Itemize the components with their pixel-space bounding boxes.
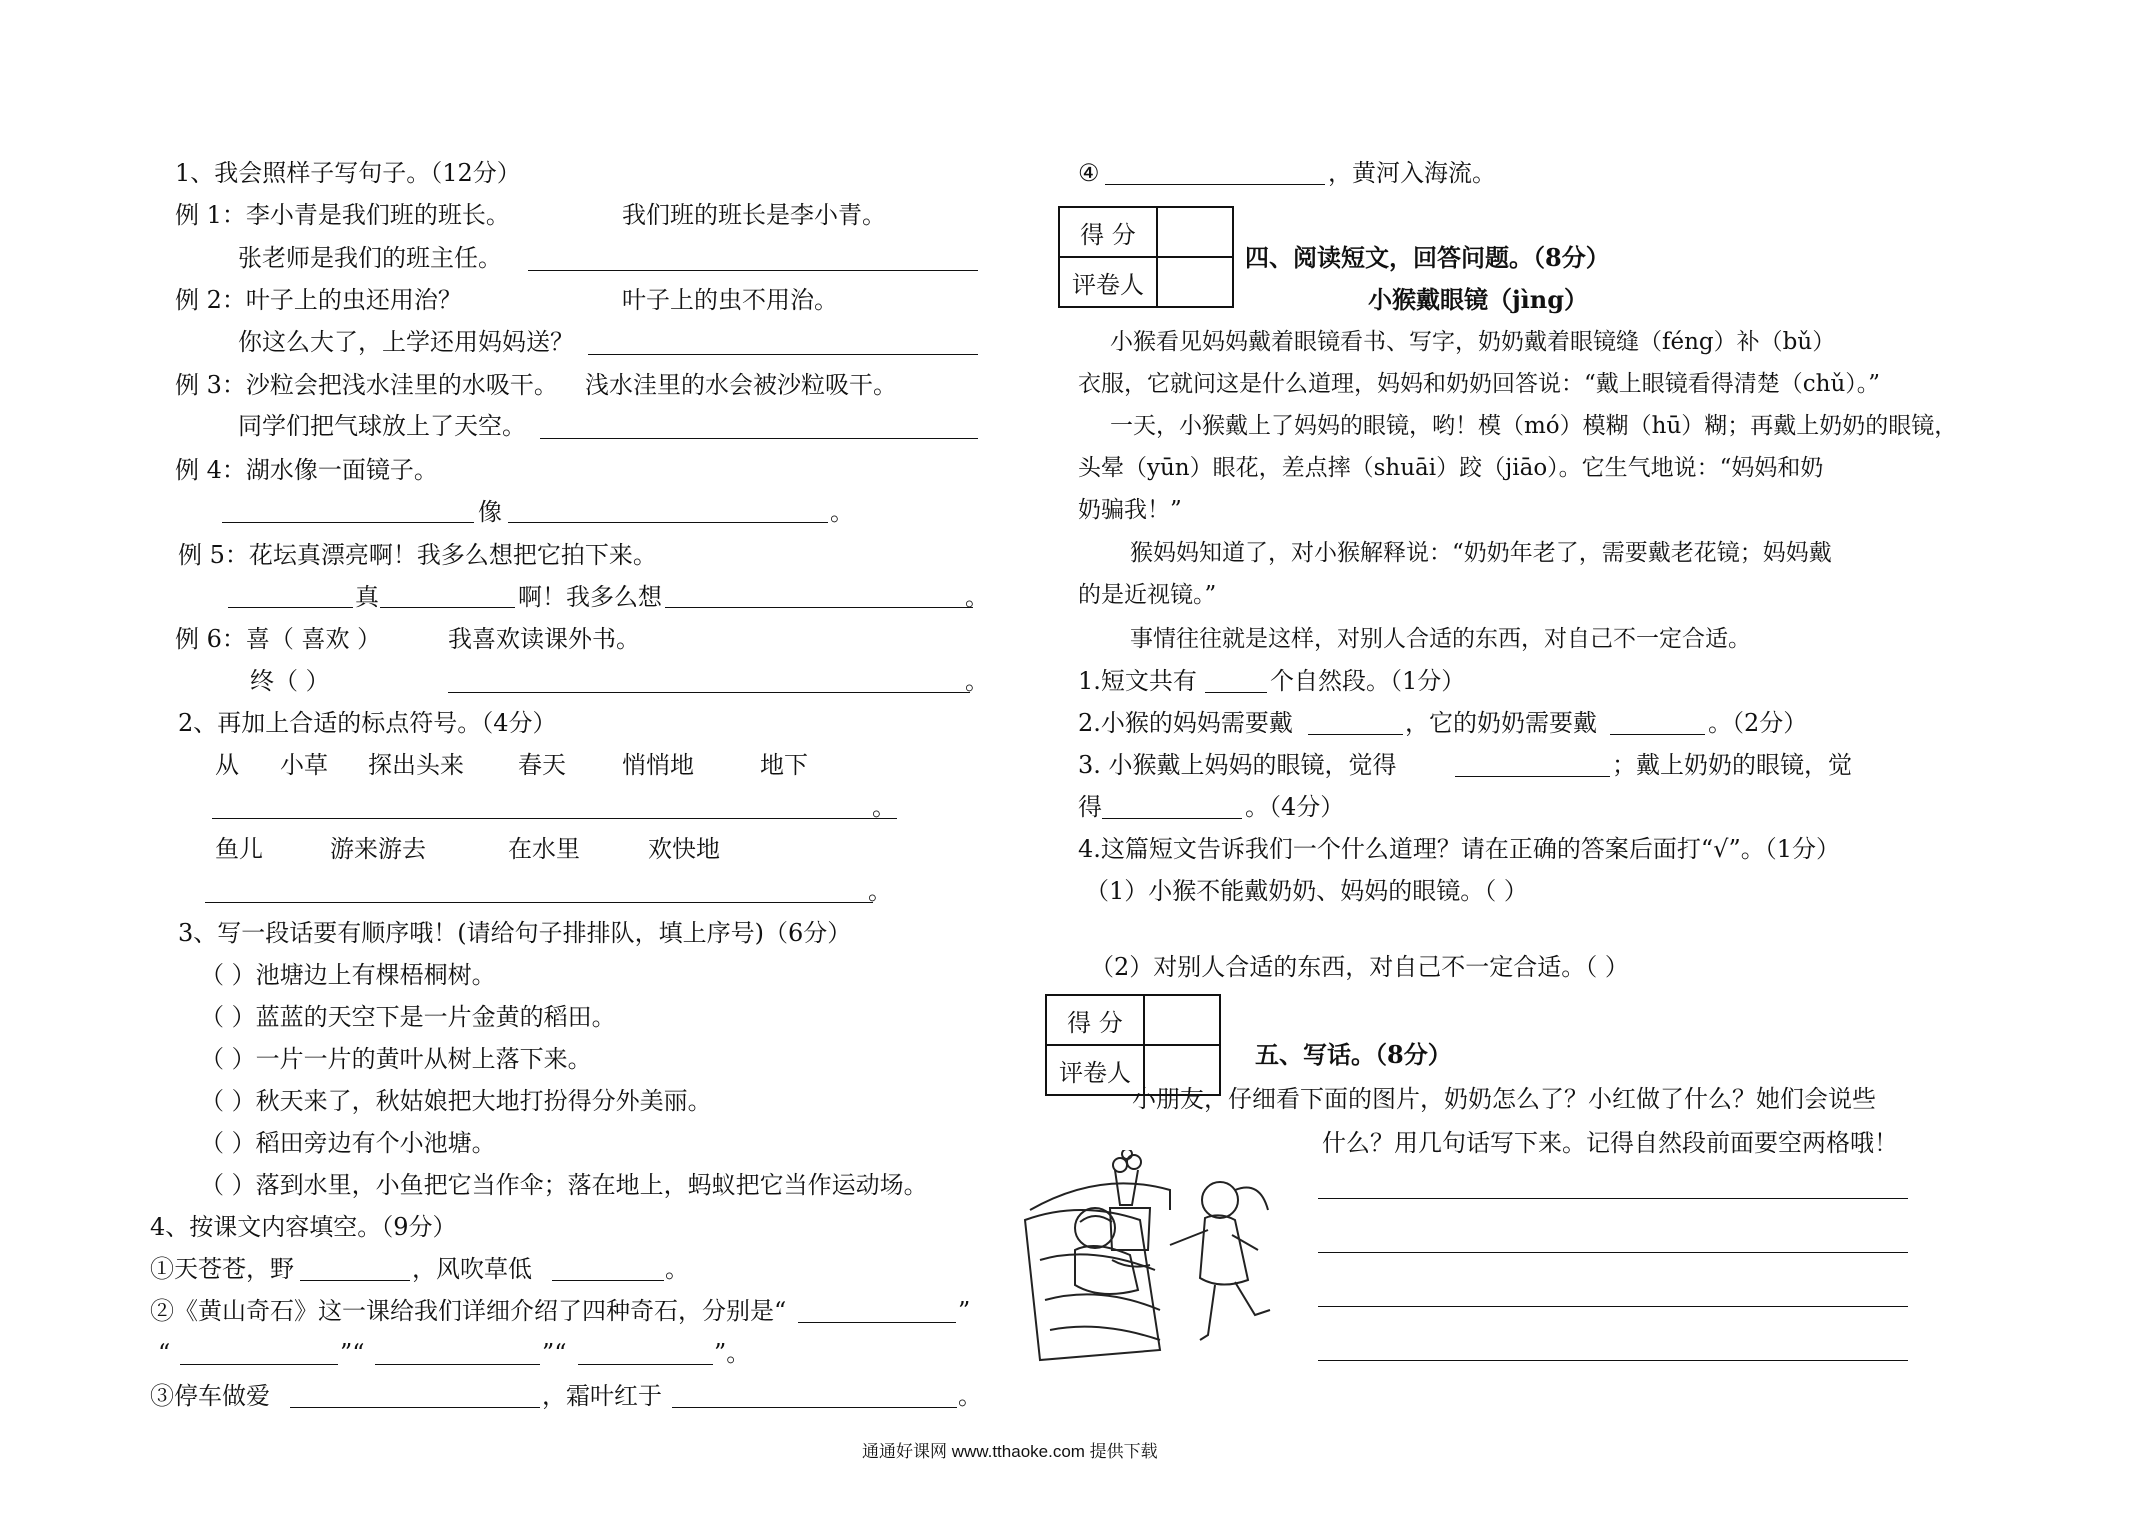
score-cell[interactable]: [1157, 207, 1233, 257]
answer-line[interactable]: [798, 1322, 956, 1323]
q1-example6-answer: 我喜欢读课外书。: [448, 625, 640, 653]
reading-q3-b: ；戴上奶奶的眼镜，觉: [1612, 751, 1852, 779]
q3-title: 3、写一段话要有顺序哦！(请给句子排排队，填上序号)（6分）: [178, 919, 852, 947]
q1-example4: 例 4：湖水像一面镜子。: [175, 456, 438, 484]
answer-line[interactable]: [508, 522, 828, 523]
q4-line4-c: 。: [958, 1382, 982, 1410]
reading-q3-c: 得: [1078, 793, 1102, 821]
story-line: 事情往往就是这样，对别人合适的东西，对自己不一定合适。: [1130, 626, 1751, 652]
q1-example3: 例 3：沙粒会把浅水洼里的水吸干。: [175, 371, 558, 399]
reading-q2-b: ，它的奶奶需要戴: [1405, 709, 1597, 737]
answer-line[interactable]: [552, 1280, 664, 1281]
reading-q1-a: 1.短文共有: [1078, 667, 1197, 695]
reading-q3-a: 3. 小猴戴上妈妈的眼镜，觉得: [1078, 751, 1397, 779]
q1-question1: 张老师是我们的班主任。: [238, 244, 502, 272]
q1-example1: 例 1：李小青是我们班的班长。: [175, 201, 510, 229]
writing-line[interactable]: [1318, 1252, 1908, 1253]
q2-word: 从: [215, 751, 239, 779]
story-line: 奶骗我！”: [1078, 497, 1182, 523]
story-line: 衣服，它就问这是什么道理，妈妈和奶奶回答说：“戴上眼镜看得清楚（chǔ）。”: [1078, 371, 1881, 397]
q2-word: 春天: [518, 751, 566, 779]
answer-line[interactable]: [380, 607, 515, 608]
score-cell[interactable]: [1144, 995, 1220, 1045]
q4-line1-b: ，风吹草低: [412, 1255, 532, 1283]
q3-item: （ ）一片一片的黄叶从树上落下来。: [200, 1045, 592, 1073]
q1-q5-mid: 啊！我多么想: [518, 583, 662, 611]
q1-q6-end: 。: [965, 667, 989, 695]
story-title: 小猴戴眼镜（jìng）: [1368, 285, 1589, 314]
grader-label: 评卷人: [1059, 257, 1157, 307]
answer-line[interactable]: [205, 902, 873, 903]
writing-line[interactable]: [1318, 1306, 1908, 1307]
q2-word: 悄悄地: [622, 751, 694, 779]
answer-line[interactable]: [228, 607, 353, 608]
q3-item: （ ）落到水里，小鱼把它当作伞；落在地上，蚂蚁把它当作运动场。: [200, 1171, 928, 1199]
q3-item: （ ）蓝蓝的天空下是一片金黄的稻田。: [200, 1003, 616, 1031]
story-line: 一天，小猴戴上了妈妈的眼镜，哟！模（mó）模糊（hū）糊；再戴上奶奶的眼镜，: [1110, 413, 1958, 439]
q2-word: 鱼儿: [215, 835, 263, 863]
story-line: 的是近视镜。”: [1078, 582, 1217, 608]
story-line: 猴妈妈知道了，对小猴解释说：“奶奶年老了，需要戴老花镜；妈妈戴: [1130, 540, 1832, 566]
writing-prompt-line1: 小朋友，仔细看下面的图片，奶奶怎么了？小红做了什么？她们会说些: [1132, 1085, 1876, 1113]
q2-word: 欢快地: [648, 835, 720, 863]
score-box-section5: [1045, 994, 1221, 1096]
answer-line[interactable]: [540, 438, 978, 439]
q1-example3-answer: 浅水洼里的水会被沙粒吸干。: [585, 371, 897, 399]
q4-line2: ②《黄山奇石》这一课给我们详细介绍了四种奇石，分别是“: [150, 1297, 787, 1325]
q1-question3: 同学们把气球放上了天空。: [238, 412, 526, 440]
answer-line[interactable]: [1308, 734, 1403, 735]
answer-line[interactable]: [222, 522, 474, 523]
answer-line[interactable]: [290, 1407, 540, 1408]
q1-q4-end: 。: [830, 498, 854, 526]
answer-line[interactable]: [1205, 692, 1267, 693]
q3-item: （ ）池塘边上有棵梧桐树。: [200, 961, 496, 989]
q2-word: 小草: [280, 751, 328, 779]
q2-end2: 。: [868, 877, 892, 905]
q1-example2-answer: 叶子上的虫不用治。: [622, 286, 838, 314]
answer-line[interactable]: [672, 1407, 957, 1408]
answer-line[interactable]: [588, 354, 978, 355]
section4-title: 四、阅读短文，回答问题。（8分）: [1245, 243, 1610, 272]
q4-line4-b: ，霜叶红于: [542, 1382, 662, 1410]
grader-cell[interactable]: [1157, 257, 1233, 307]
q4-line5-b: ，黄河入海流。: [1328, 159, 1496, 187]
story-line: 头晕（yūn）眼花，差点摔（shuāi）跤（jiāo）。它生气地说：“妈妈和奶: [1078, 455, 1824, 481]
q4-line1-a: ①天苍苍，野: [150, 1255, 294, 1283]
q1-example6: 例 6：喜（ 喜欢 ）: [175, 625, 382, 653]
score-label: 得 分: [1059, 207, 1157, 257]
score-label: 得 分: [1046, 995, 1144, 1045]
answer-line[interactable]: [665, 607, 973, 608]
grader-label: 评卷人: [1046, 1045, 1144, 1095]
footer-text: 通通好课网 www.tthaoke.com 提供下载: [862, 1442, 1158, 1461]
q4-line4-a: ③停车做爱: [150, 1382, 270, 1410]
reading-q4: 4.这篇短文告诉我们一个什么道理？请在正确的答案后面打“√”。（1分）: [1078, 835, 1840, 863]
q1-example2: 例 2：叶子上的虫还用治？: [175, 286, 462, 314]
q2-word: 在水里: [508, 835, 580, 863]
q2-word: 探出头来: [368, 751, 464, 779]
q1-example1-answer: 我们班的班长是李小青。: [622, 201, 886, 229]
q1-q4-like: 像: [478, 498, 502, 526]
q3-item: （ ）稻田旁边有个小池塘。: [200, 1129, 496, 1157]
reading-q4-option2: （2）对别人合适的东西，对自己不一定合适。（ ）: [1090, 953, 1629, 981]
q1-example5: 例 5：花坛真漂亮啊！我多么想把它拍下来。: [178, 541, 657, 569]
answer-line[interactable]: [448, 692, 970, 693]
q1-title: 1、我会照样子写句子。（12分）: [175, 159, 521, 187]
answer-line[interactable]: [528, 270, 978, 271]
answer-line[interactable]: [180, 1364, 338, 1365]
q4-quote: ”。: [714, 1339, 751, 1367]
q4-line2-end: ”: [958, 1297, 971, 1325]
answer-line[interactable]: [375, 1364, 540, 1365]
q4-quote: ”“: [340, 1339, 365, 1367]
reading-q1-b: 个自然段。（1分）: [1270, 667, 1466, 695]
writing-prompt-line2: 什么？用几句话写下来。记得自然段前面要空两格哦！: [1322, 1129, 1898, 1157]
q1-q5-zhen: 真: [355, 583, 379, 611]
answer-line[interactable]: [1105, 184, 1325, 185]
answer-line[interactable]: [1455, 776, 1610, 777]
q4-quote: “: [158, 1339, 171, 1367]
reading-q4-option1: （1）小猴不能戴奶奶、妈妈的眼镜。（ ）: [1085, 877, 1528, 905]
answer-line[interactable]: [1610, 734, 1705, 735]
answer-line[interactable]: [578, 1364, 713, 1365]
q3-item: （ ）秋天来了，秋姑娘把大地打扮得分外美丽。: [200, 1087, 712, 1115]
reading-q3-d: 。（4分）: [1245, 793, 1345, 821]
q4-quote: ”“: [542, 1339, 567, 1367]
reading-q2-c: 。（2分）: [1708, 709, 1808, 737]
score-box-section4: [1058, 206, 1234, 308]
q1-question2: 你这么大了，上学还用妈妈送？: [238, 328, 574, 356]
writing-line[interactable]: [1318, 1198, 1908, 1199]
q1-q5-end: 。: [965, 583, 989, 611]
q4-line1-c: 。: [665, 1255, 689, 1283]
answer-line[interactable]: [1102, 818, 1242, 819]
section5-title: 五、写话。（8分）: [1255, 1040, 1452, 1069]
story-line: 小猴看见妈妈戴着眼镜看书、写字，奶奶戴着眼镜缝（féng）补（bǔ）: [1110, 329, 1836, 355]
writing-line[interactable]: [1318, 1360, 1908, 1361]
answer-line[interactable]: [212, 818, 897, 819]
q2-title: 2、再加上合适的标点符号。（4分）: [178, 709, 557, 737]
q2-word: 地下: [760, 751, 808, 779]
q4-title: 4、按课文内容填空。（9分）: [150, 1213, 457, 1241]
q1-question6: 终（ ）: [250, 667, 330, 695]
grandma-girl-illustration: [1020, 1150, 1310, 1365]
reading-q2-a: 2.小猴的妈妈需要戴: [1078, 709, 1293, 737]
answer-line[interactable]: [300, 1280, 410, 1281]
q2-word: 游来游去: [330, 835, 426, 863]
q2-end1: 。: [872, 793, 896, 821]
q4-line5-a: ④: [1078, 159, 1100, 187]
